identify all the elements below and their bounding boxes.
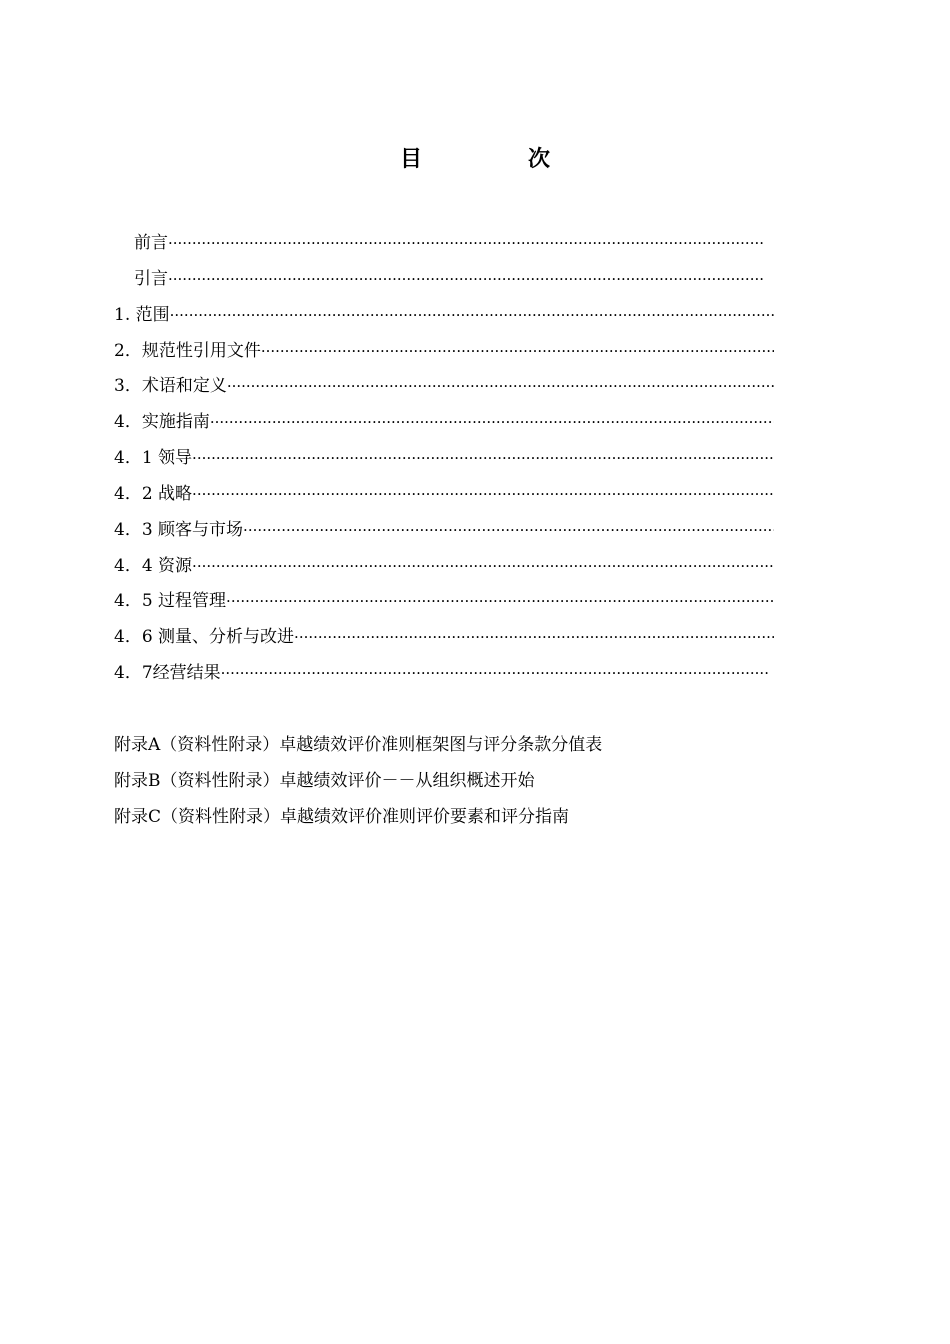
toc-entry-introduction[interactable] <box>134 264 764 294</box>
toc-entry-label: 引言 <box>134 269 168 289</box>
toc-entry-label: 前言 <box>134 233 168 253</box>
toc-entry-label: 4．2 战略 <box>114 484 193 504</box>
toc-entry-label: 2．规范性引用文件 <box>114 341 261 361</box>
toc-entry-process-management[interactable] <box>114 586 774 616</box>
toc-entry-label: 4．4 资源 <box>114 556 193 576</box>
toc-entry-business-results[interactable] <box>114 658 769 688</box>
toc-entry-label: 4．7经营结果 <box>114 663 221 683</box>
toc-entry-scope[interactable] <box>114 300 774 330</box>
toc-entry-label: 3．术语和定义 <box>114 376 227 396</box>
toc-title: 目 次 <box>399 147 592 172</box>
toc-entry-preface[interactable] <box>134 228 764 258</box>
toc-dot-leader <box>192 551 774 581</box>
toc-dot-leader <box>192 443 774 473</box>
toc-dot-leader <box>261 336 774 366</box>
toc-entry-label: 4．6 测量、分析与改进 <box>114 627 295 647</box>
toc-dot-leader <box>226 586 774 616</box>
toc-entry-normative-references[interactable] <box>114 336 774 366</box>
toc-dot-leader <box>170 300 774 330</box>
appendix-b[interactable]: 附录B（资料性附录）卓越绩效评价－－从组织概述开始 <box>114 771 535 791</box>
toc-dot-leader <box>210 407 774 437</box>
toc-entry-measurement-analysis[interactable] <box>114 622 774 652</box>
toc-entry-customer-market[interactable] <box>114 515 774 545</box>
toc-entry-leadership[interactable] <box>114 443 774 473</box>
toc-entry-label: 4．实施指南 <box>114 412 210 432</box>
toc-dot-leader <box>221 658 769 688</box>
toc-entry-implementation-guide[interactable] <box>114 407 774 437</box>
toc-dot-leader <box>227 371 774 401</box>
toc-entry-resources[interactable] <box>114 551 774 581</box>
toc-entry-label: 1. 范围 <box>114 305 170 325</box>
toc-entry-terms-definitions[interactable] <box>114 371 774 401</box>
toc-entry-label: 4．1 领导 <box>114 448 193 468</box>
toc-dot-leader <box>168 264 764 294</box>
toc-dot-leader <box>243 515 774 545</box>
appendix-c[interactable]: 附录C（资料性附录）卓越绩效评价准则评价要素和评分指南 <box>114 807 570 827</box>
toc-entry-strategy[interactable] <box>114 479 774 509</box>
toc-dot-leader <box>294 622 774 652</box>
toc-entry-label: 4．3 顾客与市场 <box>114 520 244 540</box>
appendix-a[interactable]: 附录A（资料性附录）卓越绩效评价准则框架图与评分条款分值表 <box>114 735 603 755</box>
toc-entry-label: 4．5 过程管理 <box>114 591 227 611</box>
toc-dot-leader <box>168 228 764 258</box>
toc-dot-leader <box>192 479 774 509</box>
